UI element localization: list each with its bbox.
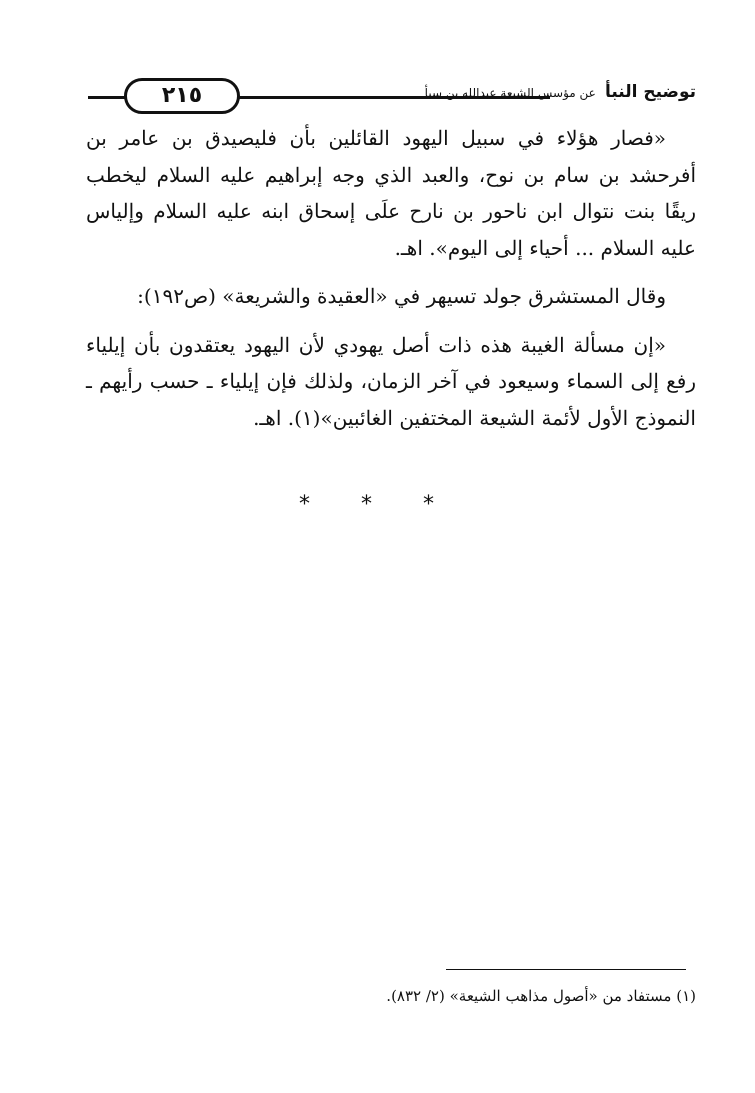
- section-separator: * * *: [299, 492, 456, 517]
- paragraph-citation: وقال المستشرق جولد تسيهر في «العقيدة والشريعة» (ص١٩٢):: [137, 284, 666, 308]
- paragraph-quote-1: «فصار هؤلاء في سبيل اليهود القائلين بأن فليصيدق بن عامر بن أفرحشد بن سام بن نوح، والعبد الذي وجه إبراهيم عليه السلام ليخطب ريقًا بنت نتوال ابن ناحور بن نارح علَى إسحاق ابنه عليه السلام وإلياس عليه السلام ... أحياء إلى اليوم». اهـ.: [86, 126, 696, 260]
- footnote: (١) مستفاد من «أصول مذاهب الشيعة» (٢/ ٨٣٢).: [386, 987, 696, 1005]
- header-rule-left: [88, 96, 128, 99]
- running-title-sub: عن مؤسس الشيعة عبدالله بن سبأ: [424, 86, 596, 100]
- running-title-main: توضيح النبأ: [604, 82, 696, 102]
- paragraph-quote-2: «إن مسألة الغيبة هذه ذات أصل يهودي لأن اليهود يعتقدون بأن إيلياء رفع إلى السماء وسيعود في آخر الزمان، ولذلك فإن إيلياء ـ حسب رأيهم ـ النموذج الأول لأئمة الشيعة المختفين الغائبين»(١). اهـ.: [86, 332, 696, 430]
- page-header: [88, 78, 696, 118]
- main-text: [86, 120, 696, 436]
- footnote-rule: [446, 969, 686, 970]
- page-number: ٢١٥: [124, 78, 240, 114]
- running-title: [425, 82, 696, 102]
